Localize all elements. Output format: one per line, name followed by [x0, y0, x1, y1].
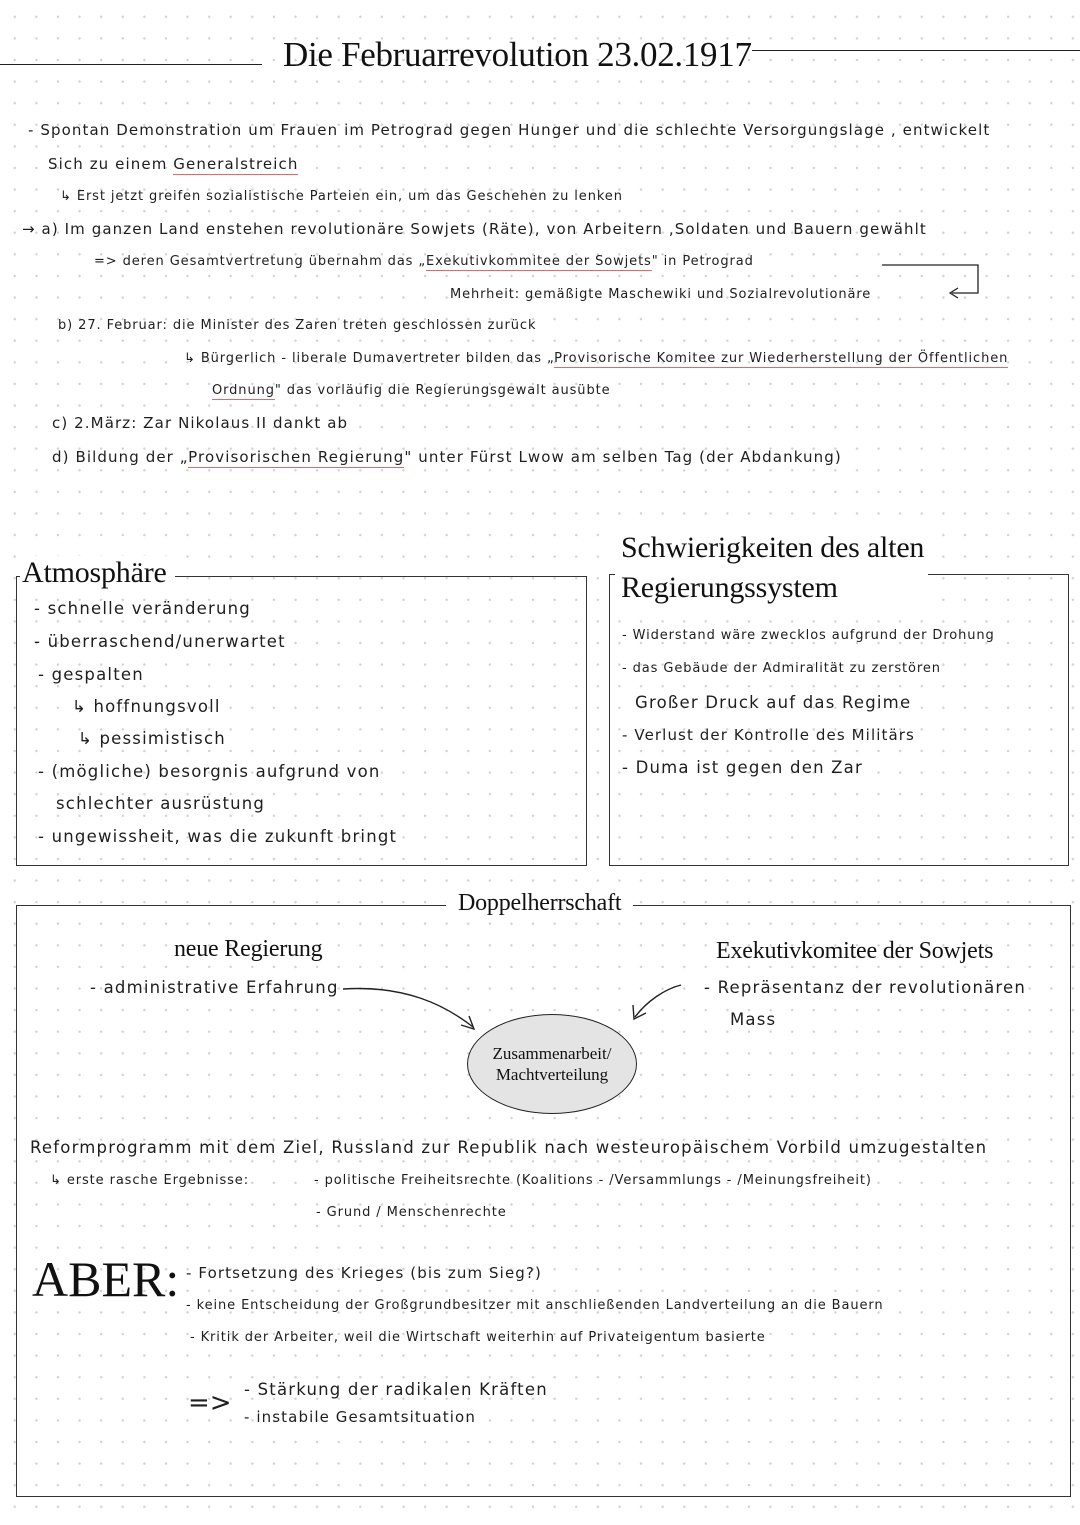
atmosphere-item: - schnelle veränderung — [34, 599, 251, 618]
conclusion-item: - Stärkung der radikalen Kräften — [244, 1380, 548, 1399]
difficulties-item: - Widerstand wäre zwecklos aufgrund der Drohung — [622, 628, 995, 643]
bracket-arrow-icon — [870, 255, 990, 305]
difficulties-box — [609, 574, 1069, 866]
point-a: → a) Im ganzen Land enstehen revolutionäre Sowjets (Räte), von Arbeitern ,Soldaten und Bauern gewählt — [22, 220, 927, 238]
atmosphere-item: - (mögliche) besorgnis aufgrund von — [38, 762, 381, 781]
result-item: - politische Freiheitsrechte (Koalitions - /Versammlungs - /Meinungsfreiheit) — [314, 1173, 872, 1188]
dual-power-heading: Doppelherrschaft — [446, 890, 633, 917]
point-b: b) 27. Februar: die Minister des Zaren treten geschlossen zurück — [58, 318, 537, 333]
new-government-title: neue Regierung — [174, 936, 323, 962]
power-distribution-label: Machtverteilung — [495, 1065, 609, 1084]
atmosphere-item: - überraschend/unerwartet — [34, 632, 286, 651]
point-a-majority: Mehrheit: gemäßigte Maschewiki und Sozialrevolutionäre — [450, 287, 872, 302]
difficulties-heading: Schwierigkeiten des alten Regierungssystem — [615, 528, 928, 608]
atmosphere-box — [16, 576, 587, 866]
atmosphere-item: ↳ hoffnungsvoll — [72, 697, 221, 716]
aber-item: - Kritik der Arbeiter, weil die Wirtschaft weiterhin auf Privateigentum basierte — [190, 1330, 766, 1345]
difficulties-item: - Duma ist gegen den Zar — [622, 758, 863, 777]
exekutivkomitee-term: Exekutivkommitee der Sowjets — [426, 254, 652, 269]
intro-line-3: ↳ Erst jetzt greifen sozialistische Parteien ein, um das Geschehen zu lenken — [60, 189, 623, 204]
sowjet-committee-item: - Repräsentanz der revolutionären — [704, 978, 1027, 997]
point-d: d) Bildung der „Provisorischen Regierung" unter Fürst Lwow am selben Tag (der Abdankung) — [52, 448, 842, 466]
title-rule-right — [752, 50, 1080, 51]
atmosphere-heading: Atmosphäre — [20, 556, 175, 590]
atmosphere-item: - ungewissheit, was die zukunft bringt — [38, 827, 398, 846]
point-b-line-2: ↳ Bürgerlich - liberale Dumavertreter bilden das „Provisorische Komitee zur Wiederherstellung der Öffentlichen — [184, 351, 1009, 366]
point-b-line-3: Ordnung" das vorläufig die Regierungsgewalt ausübte — [212, 383, 611, 398]
title-rule-left — [0, 64, 262, 65]
provisional-government-term: Provisorischen Regierung — [188, 448, 405, 466]
conclusion-item: - instabile Gesamtsituation — [244, 1408, 476, 1426]
difficulties-item: - das Gebäude der Admiralität zu zerstören — [622, 661, 941, 676]
cooperation-ellipse — [467, 1014, 637, 1114]
results-lead: ↳ erste rasche Ergebnisse: — [50, 1173, 249, 1188]
difficulties-item: Großer Druck auf das Regime — [635, 693, 912, 712]
atmosphere-item: ↳ pessimistisch — [78, 729, 226, 748]
cooperation-label: Zusammenarbeit/ — [492, 1044, 612, 1063]
reform-program: Reformprogramm mit dem Ziel, Russland zur Republik nach westeuropäischem Vorbild umzugestalten — [30, 1138, 988, 1157]
sowjet-committee-title: Exekutivkomitee der Sowjets — [716, 938, 994, 964]
aber-label: ABER: — [32, 1251, 180, 1307]
intro-line-2: Sich zu einem Generalstreich — [48, 155, 299, 173]
atmosphere-item: schlechter ausrüstung — [56, 794, 266, 813]
provisional-committee-term: Provisorische Komitee zur Wiederherstellung der Öffentlichen — [554, 351, 1009, 366]
page-title: Die Februarrevolution 23.02.1917 — [283, 35, 752, 74]
atmosphere-item: - gespalten — [38, 665, 144, 684]
point-a-line-2: => deren Gesamtvertretung übernahm das „Exekutivkommitee der Sowjets" in Petrograd — [94, 254, 754, 269]
sowjet-committee-item-cont: Mass — [730, 1010, 777, 1029]
implies-arrow: => — [188, 1388, 232, 1418]
aber-item: - Fortsetzung des Krieges (bis zum Sieg?) — [186, 1264, 542, 1282]
general-strike-term: Generalstreich — [173, 155, 299, 173]
point-c: c) 2.März: Zar Nikolaus II dankt ab — [52, 414, 349, 432]
intro-line-1: - Spontan Demonstration um Frauen im Petrograd gegen Hunger und die schlechte Versorgungslage , entwickelt — [28, 121, 991, 139]
aber-item: - keine Entscheidung der Großgrundbesitzer mit anschließenden Landverteilung an die Bauern — [186, 1298, 884, 1313]
result-item: - Grund / Menschenrechte — [316, 1205, 507, 1220]
difficulties-item: - Verlust der Kontrolle des Militärs — [622, 726, 915, 744]
new-government-item: - administrative Erfahrung — [90, 978, 339, 997]
